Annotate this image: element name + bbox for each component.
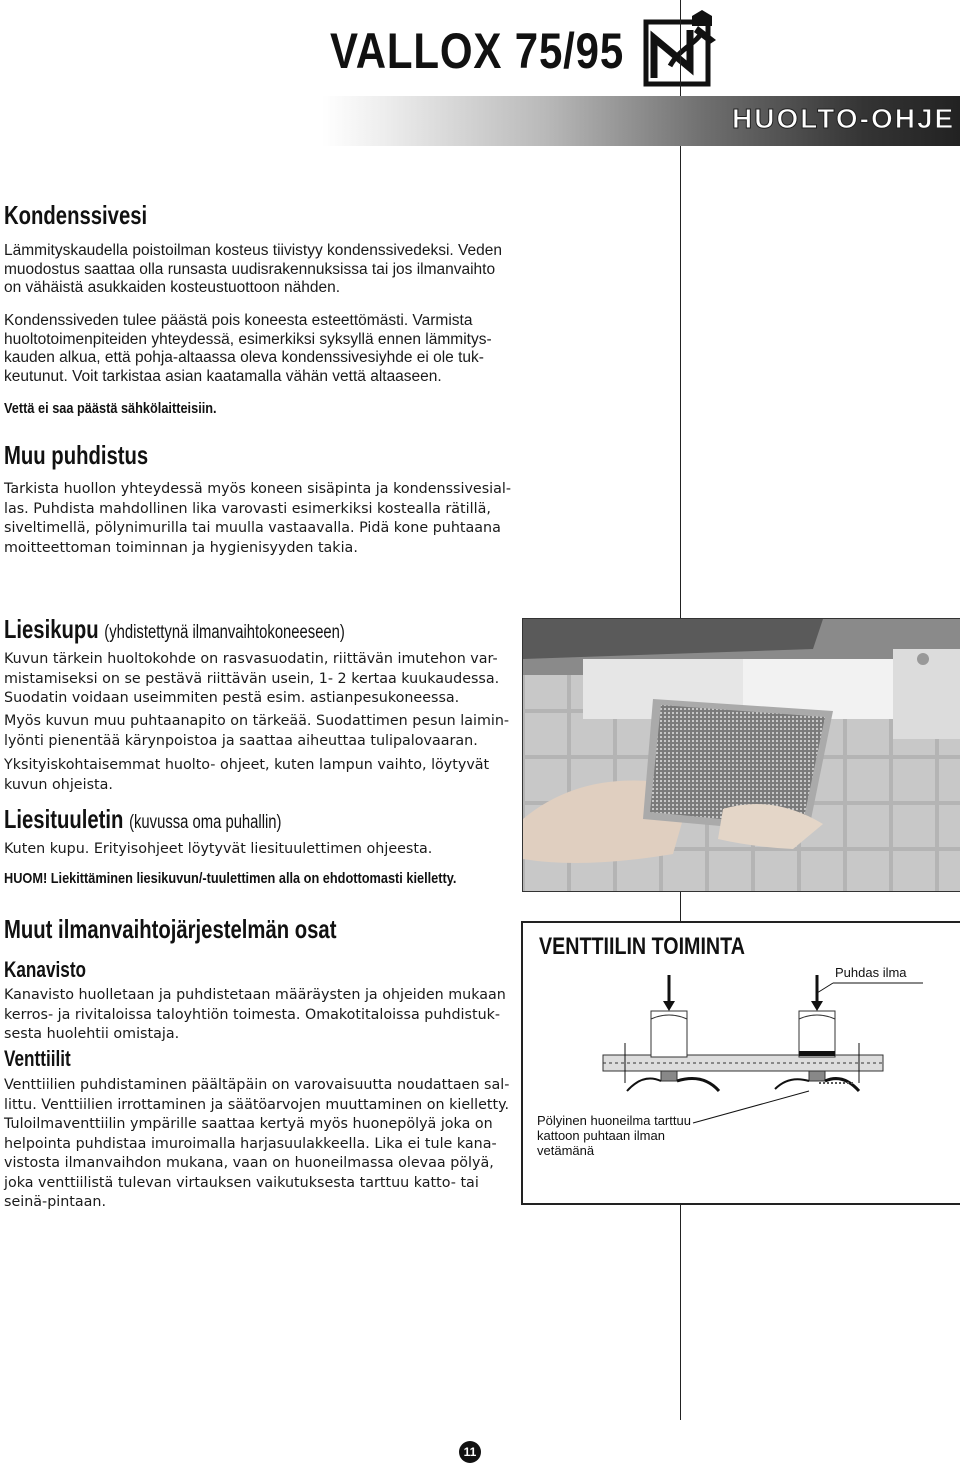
vallox-logo (640, 8, 722, 92)
kondenssivesi-paragraph-1: Lämmityskaudella poistoilman kosteus tiivistyy kondenssivedeksi. Veden muodostus saattaa olla runsasta uudisrakennuksissa tai jos ilmanvaihto on vähäistä asukkaiden kosteustuottoon nähden. (4, 242, 502, 296)
liesikupu-paragraph-2: Myös kuvun muu puhtaanapito on tärkeää. Suodattimen pesun laimin-lyönti pienentää kärynpoistoa ja saattaa aiheuttaa tulipalovaaran. (4, 713, 510, 749)
heading-muut-osat: Muut ilmanvaihtojärjestelmän osat (4, 914, 337, 944)
header-band-label: HUOLTO-OHJE (732, 103, 956, 134)
label-clean-air: Puhdas ilma (835, 965, 907, 980)
heading-kondenssivesi: Kondenssivesi (4, 200, 148, 230)
liesikupu-title: Liesikupu (4, 614, 99, 644)
heading-kanavisto: Kanavisto (4, 957, 87, 982)
liesituuletin-subtitle: (kuvussa oma puhallin) (129, 812, 282, 833)
label-dusty-air: Pölyinen huoneilma tarttuu kattoon puhtaan ilman vetämänä (537, 1113, 691, 1158)
liesituuletin-paragraph: Kuten kupu. Erityisohjeet löytyvät liesituulettimen ohjeesta. (4, 841, 433, 857)
document-title: VALLOX 75/95 (330, 23, 625, 79)
kondenssivesi-warning: Vettä ei saa päästä sähkölaitteisiin. (4, 400, 217, 417)
heading-venttiilit: Venttiilit (4, 1046, 71, 1071)
range-hood-filter-photo (522, 618, 960, 892)
venttiilit-paragraph: Venttiilien puhdistaminen päältäpäin on varovaisuutta noudattaen sal-littu. Venttiilien irrottaminen ja säätöarvojen muuttaminen on kielletty. Tuloilmaventtiilin ympärille saattaa kertyä myös huonepölyä joka on helpointa puhdistaa imuroimalla harjasuulakkeella. Lika ei tule kana-vistosta ilmanvaihdon mukana, vaan on huoneilmassa olevaa pölyä, joka venttiilistä tulevan virtauksen vaikutuksesta tarttuu katto- tai seinä-pintaan. (4, 1077, 510, 1210)
valve-function-diagram (521, 921, 960, 1205)
liesituuletin-warning: HUOM! Liekittäminen liesikuvun/-tuulettimen alla on ehdottomasti kielletty. (4, 870, 457, 887)
liesikupu-paragraph-3: Yksityiskohtaisemmat huolto- ohjeet, kuten lampun vaihto, löytyvät kuvun ohjeista. (4, 757, 490, 793)
liesikupu-subtitle: (yhdistettynä ilmanvaihtokoneeseen) (104, 622, 345, 643)
liesituuletin-title: Liesituuletin (4, 804, 124, 834)
liesikupu-paragraph-1: Kuvun tärkein huoltokohde on rasvasuodatin, riittävän imutehon var-mistamiseksi on se pestävä riittävän usein, 1- 2 kertaa kuukaudessa. Suodatin voidaan useimmiten pestä esim. astianpesukoneessa. (4, 651, 500, 706)
kanavisto-paragraph: Kanavisto huolletaan ja puhdistetaan määräysten ja ohjeiden mukaan kerros- ja rivitaloissa taloyhtiön toimesta. Omakotitaloissa puhdistuk-sesta huolehtii omistaja. (4, 987, 506, 1042)
heading-muu-puhdistus: Muu puhdistus (4, 440, 149, 470)
page-number: 11 (459, 1441, 481, 1463)
heading-liesituuletin (4, 804, 281, 835)
diagram-title: VENTTIILIN TOIMINTA (539, 933, 745, 960)
muu-puhdistus-paragraph: Tarkista huollon yhteydessä myös koneen sisäpinta ja kondenssivesial-las. Puhdista mahdollinen lika varovasti esimerkiksi kostealla rätillä, siveltimellä, pölynimurilla tai muulla vastaavalla. Pidä kone puhtaana moitteettoman toiminnan ja hygienisyyden takia. (4, 481, 512, 556)
kondenssivesi-paragraph-2: Kondenssiveden tulee päästä pois koneesta esteettömästi. Varmista huoltotoimenpiteiden yhteydessä, esimerkiksi syksyllä ennen lämmitys-kauden alkua, että pohja-altaassa oleva kondenssivesiyhde ei ole tuk-keutunut. Voit tarkistaa asian kaatamalla vähän vettä altaaseen. (4, 312, 492, 385)
heading-liesikupu (4, 614, 345, 645)
